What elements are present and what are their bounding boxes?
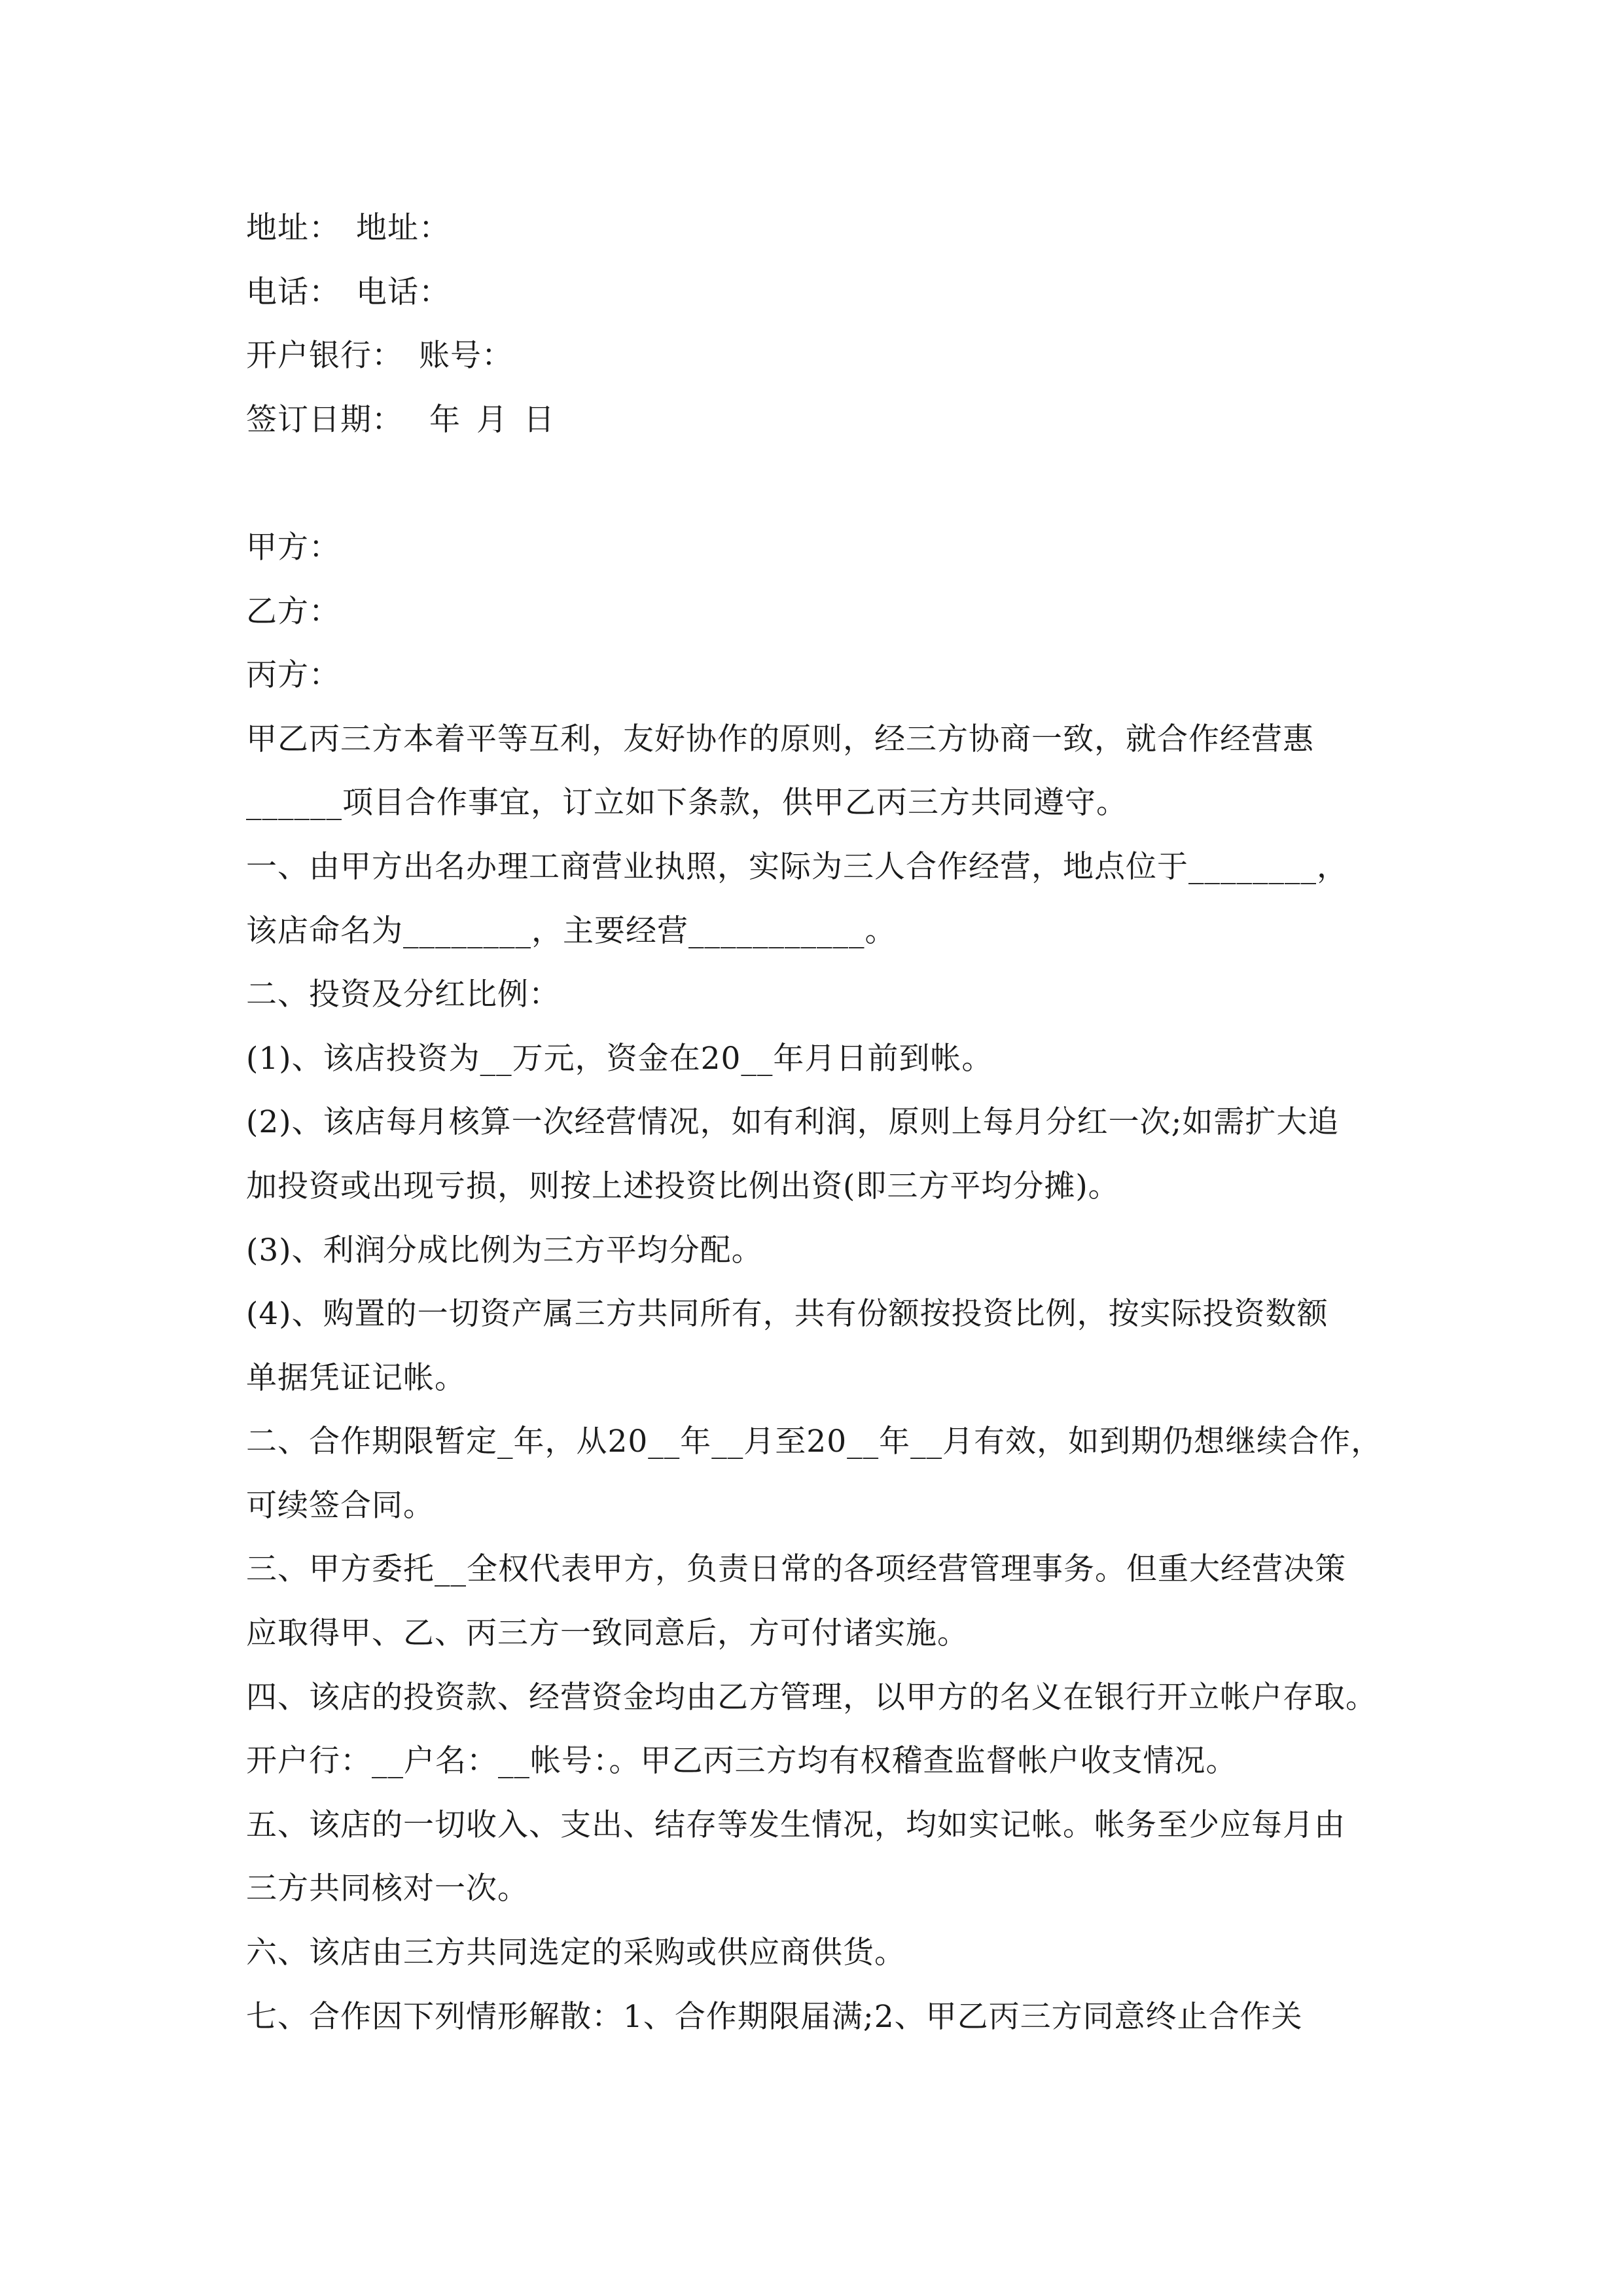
body-line: (3)、利润分成比例为三方平均分配。: [246, 1232, 763, 1268]
address-line: [246, 196, 1385, 260]
blank-line: [246, 452, 1385, 516]
body-line: (1)、该店投资为__万元，资金在20__年月日前到帐。: [246, 1040, 993, 1077]
party-b: 乙方：: [246, 593, 340, 630]
body-line: 三、甲方委托__全权代表甲方，负责日常的各项经营管理事务。但重大经营决策: [246, 1551, 1346, 1588]
contract-content: [246, 196, 1385, 2049]
body-line: (4)、购置的一切资产属三方共同所有，共有份额按投资比例，按实际投资数额: [246, 1296, 1329, 1333]
sign-date-line: [246, 388, 1385, 452]
body-line: 二、合作期限暂定_年，从20__年__月至20__年__月有效，如到期仍想继续合作，: [246, 1424, 1383, 1460]
body-line: 五、该店的一切收入、支出、结存等发生情况，均如实记帐。帐务至少应每月由: [246, 1806, 1346, 1843]
body-line: 可续签合同。: [246, 1487, 435, 1524]
body-line: 七、合作因下列情形解散：1、合作期限届满;2、甲乙丙三方同意终止合作关: [246, 1998, 1303, 2035]
body-line: 加投资或出现亏损，则按上述投资比例出资(即三方平均分摊)。: [246, 1168, 1120, 1204]
body-line: 单据凭证记帐。: [246, 1359, 466, 1396]
body-line: 三方共同核对一次。: [246, 1871, 529, 1907]
body-line: 甲乙丙三方本着平等互利，友好协作的原则，经三方协商一致，就合作经营惠: [246, 721, 1314, 757]
body-line: 二、投资及分红比例：: [246, 977, 560, 1013]
bank-label: 开户银行：: [246, 338, 403, 374]
sign-date-month: 月: [476, 401, 508, 438]
sign-date-year: 年: [429, 401, 461, 438]
phone-label-2: 电话：: [356, 274, 450, 310]
bank-line: [246, 324, 1385, 388]
address-label-2: 地址：: [356, 210, 450, 246]
sign-date-day: 日: [524, 401, 555, 438]
party-a: 甲方：: [246, 529, 340, 565]
body-line: 开户行：__户名：__帐号：。甲乙丙三方均有权稽查监督帐户收支情况。: [246, 1743, 1238, 1780]
body-line: ______项目合作事宜，订立如下条款，供甲乙丙三方共同遵守。: [246, 785, 1128, 821]
phone-label-1: 电话：: [246, 274, 340, 310]
address-label-1: 地址：: [246, 210, 340, 246]
body-line: 该店命名为________，主要经营___________。: [246, 912, 897, 949]
phone-line: [246, 260, 1385, 325]
body-line: 应取得甲、乙、丙三方一致同意后，方可付诸实施。: [246, 1615, 969, 1652]
party-c: 丙方：: [246, 657, 340, 694]
account-label: 账号：: [419, 338, 513, 374]
body-line: 六、该店由三方共同选定的采购或供应商供货。: [246, 1935, 906, 1971]
body-line: (2)、该店每月核算一次经营情况，如有利润，原则上每月分红一次;如需扩大追: [246, 1104, 1340, 1141]
sign-date-label: 签订日期：: [246, 401, 403, 438]
body-line: 四、该店的投资款、经营资金均由乙方管理，以甲方的名义在银行开立帐户存取。: [246, 1679, 1377, 1715]
body-line: 一、由甲方出名办理工商营业执照，实际为三人合作经营，地点位于________，: [246, 848, 1348, 885]
